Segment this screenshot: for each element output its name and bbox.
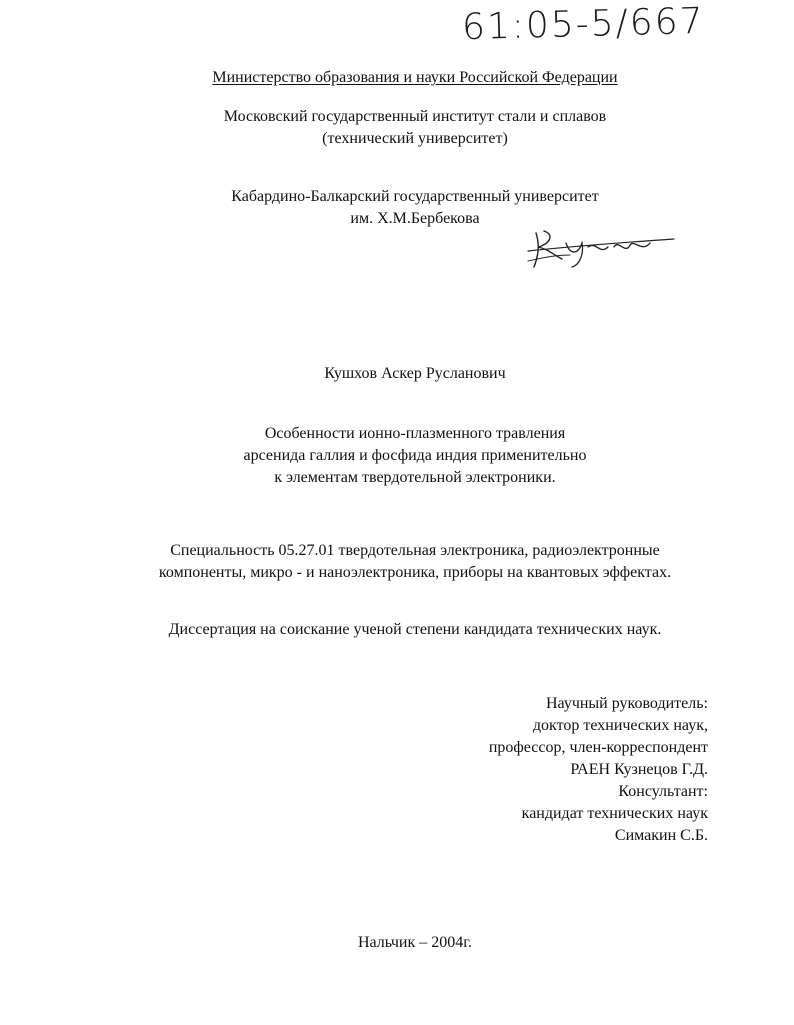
supervisor-name: РАЕН Кузнецов Г.Д.	[570, 761, 708, 778]
thesis-title-block	[0, 423, 794, 489]
thesis-title-line-3: к элементам твердотельной электроники.	[274, 469, 556, 486]
place-year-block	[0, 932, 794, 954]
supervisor-title: профессор, член-корреспондент	[488, 739, 708, 756]
thesis-title-line-2: арсенида галлия и фосфида индия применительно	[243, 447, 587, 464]
ministry-text: Министерство образования и науки Российской Федерации	[212, 69, 618, 86]
institute-name: Московский государственный институт стали и сплавов	[223, 108, 607, 125]
consultant-degree: кандидат технических наук	[521, 805, 708, 822]
specialty-line-2: компоненты, микро - и наноэлектроника, приборы на квантовых эффектах.	[158, 564, 672, 581]
archive-number-handwritten: 61:05-5/667	[461, 0, 705, 49]
university-block	[0, 186, 794, 230]
institute-block	[0, 106, 794, 150]
ministry-heading	[0, 67, 794, 89]
university-name: Кабардино-Балкарский государственный университет	[231, 188, 599, 205]
degree-statement: Диссертация на соискание ученой степени кандидата технических наук.	[168, 621, 662, 638]
author-name: Кушхов Аскер Русланович	[324, 365, 506, 382]
place-year: Нальчик – 2004г.	[358, 934, 472, 951]
thesis-title-line-1: Особенности ионно-плазменного травления	[264, 425, 566, 442]
supervisor-heading: Научный руководитель:	[545, 695, 708, 712]
institute-subtitle: (технический университет)	[322, 130, 508, 147]
signature-graphic	[526, 225, 676, 270]
degree-block	[0, 619, 794, 641]
supervisor-block	[489, 693, 708, 847]
consultant-name: Симакин С.Б.	[614, 827, 708, 844]
university-named-after: им. Х.М.Бербекова	[350, 210, 480, 227]
consultant-heading: Консультант:	[618, 783, 708, 800]
specialty-block	[0, 540, 794, 584]
specialty-line-1: Специальность 05.27.01 твердотельная электроника, радиоэлектронные	[170, 542, 660, 559]
author-name-block	[0, 363, 794, 385]
supervisor-degree: доктор технических наук,	[532, 717, 708, 734]
